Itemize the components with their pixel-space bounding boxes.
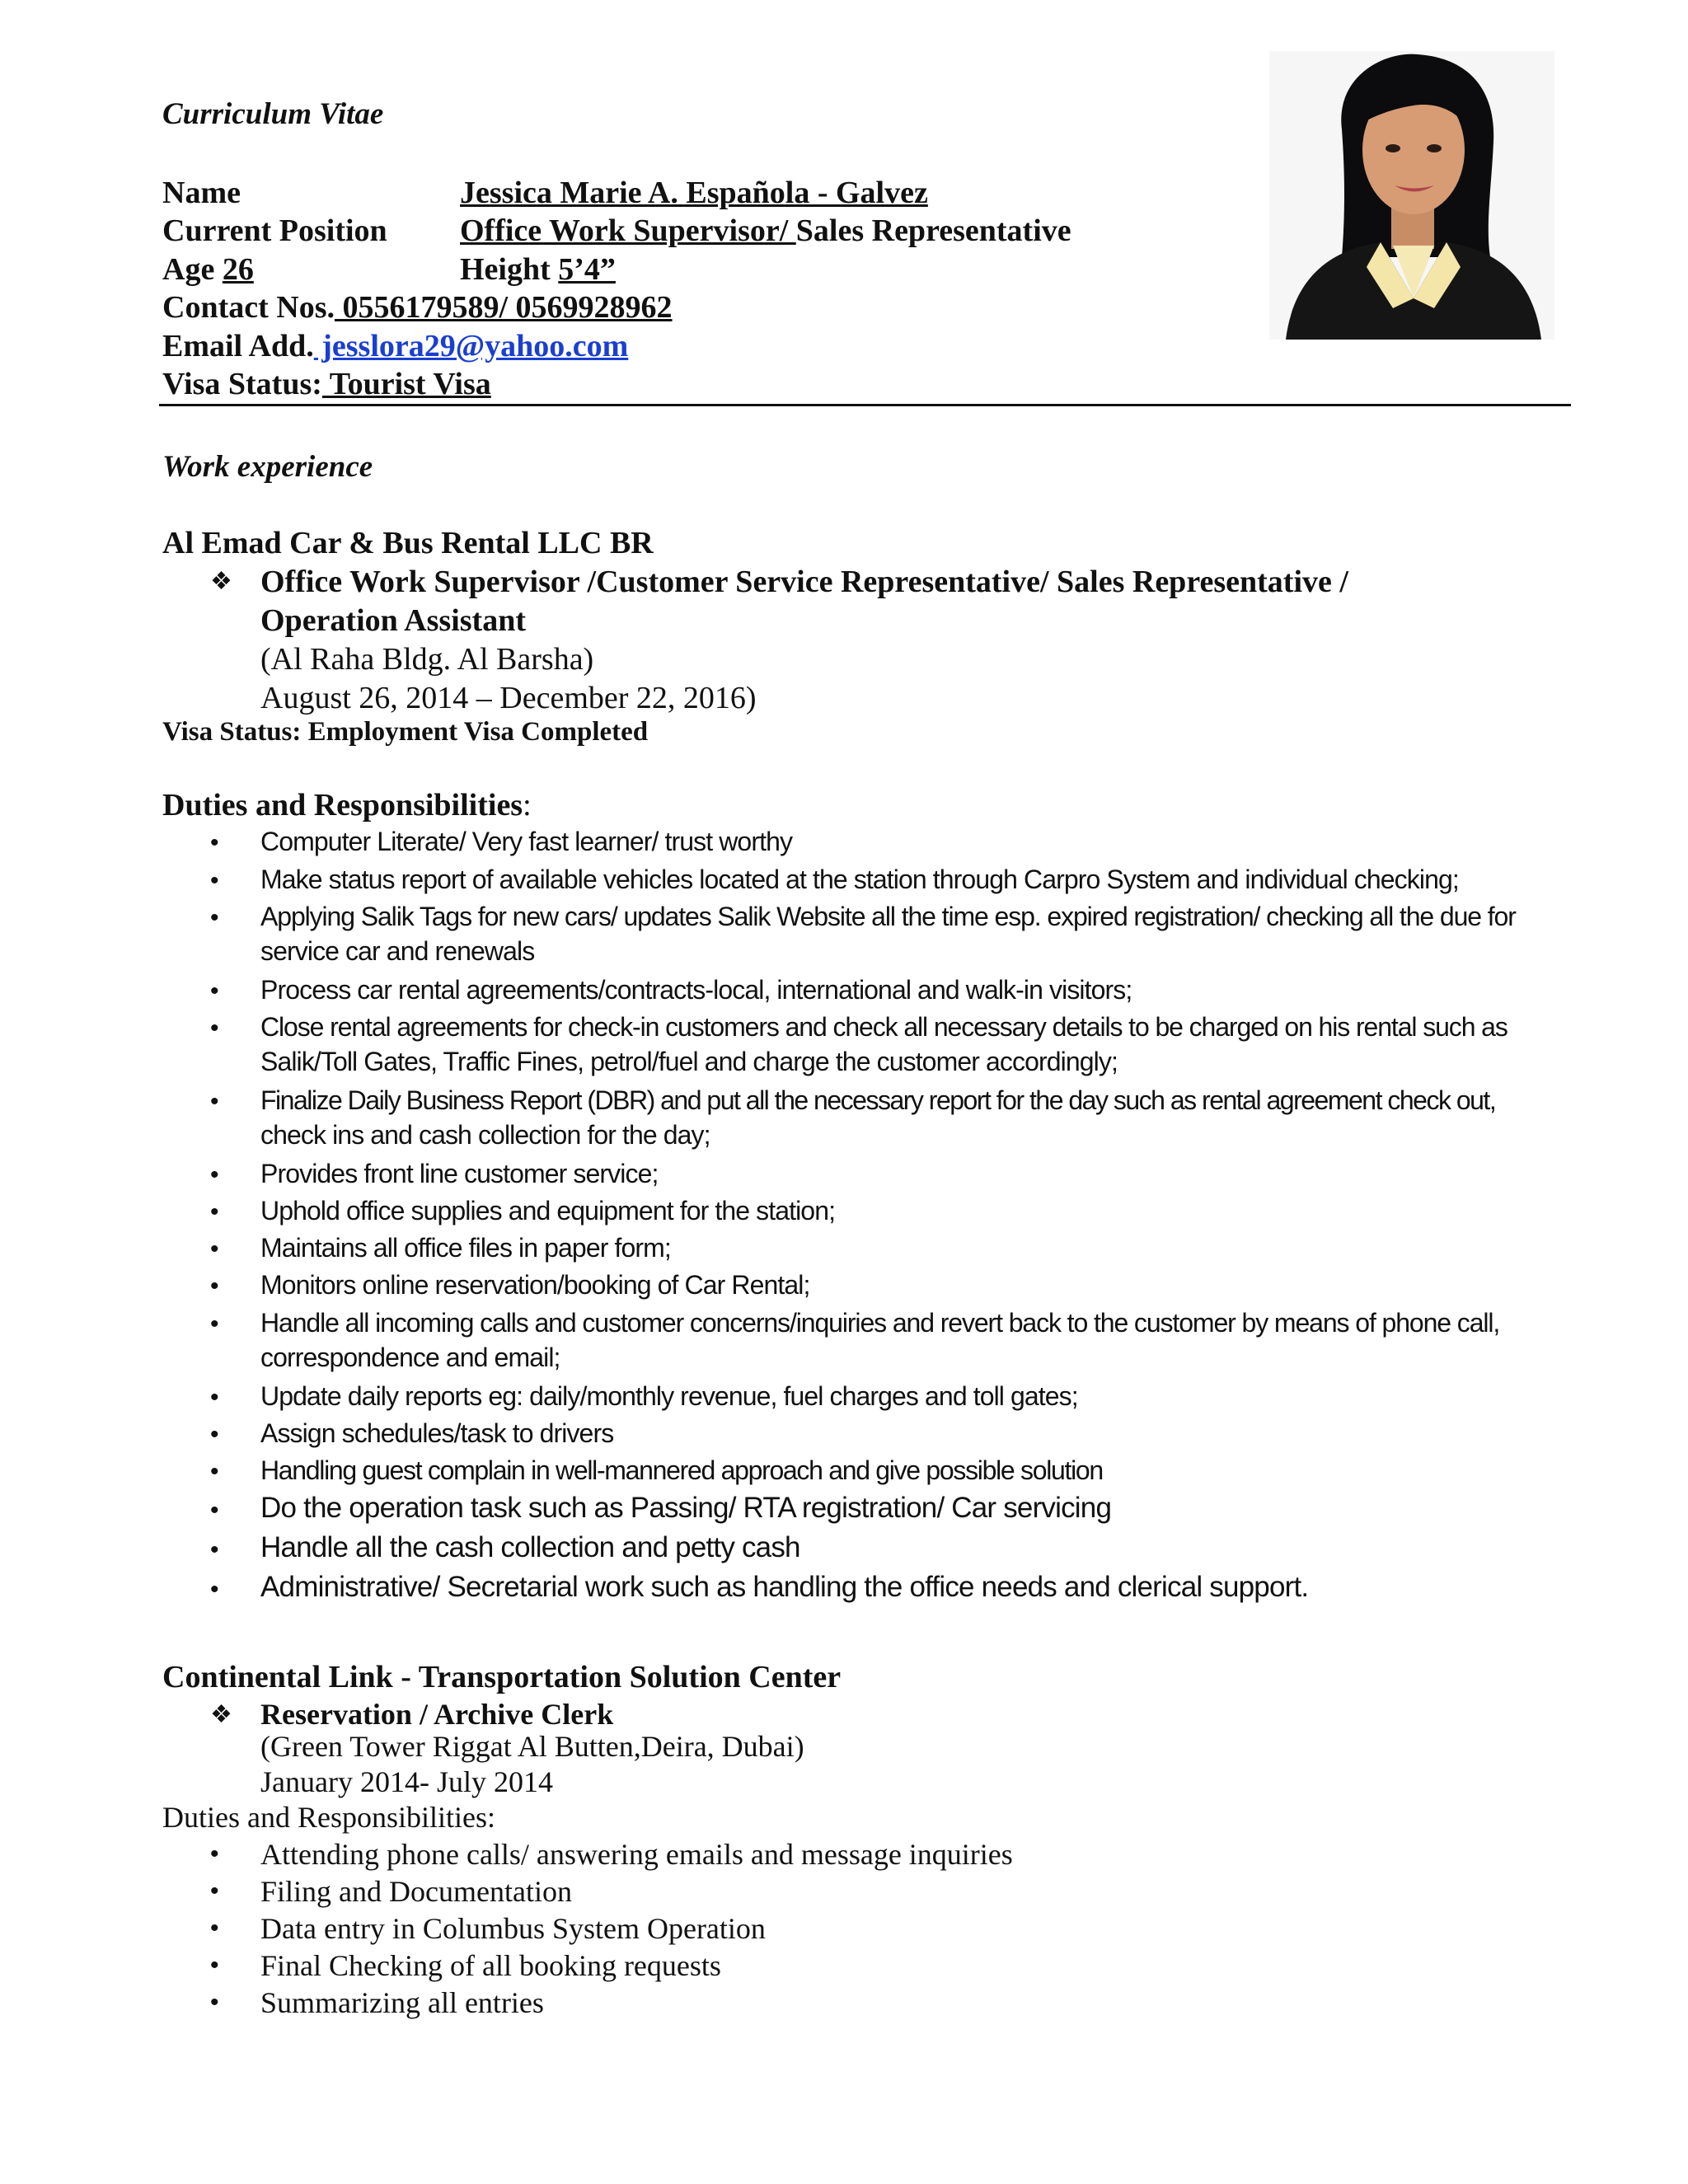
job1-dates: August 26, 2014 – December 22, 2016) — [260, 681, 757, 715]
list-item: Assign schedules/task to drivers — [260, 1418, 614, 1448]
list-item: Data entry in Columbus System Operation — [260, 1912, 766, 1945]
email-link[interactable]: jesslora29@yahoo.com — [313, 329, 629, 363]
job2-duties-title: Duties and Responsibilities: — [162, 1801, 495, 1834]
bullet-icon: • — [210, 1458, 219, 1485]
diamond-bullet-icon: ❖ — [210, 1701, 232, 1728]
position-value — [460, 213, 1071, 249]
list-item: Final Checking of all booking requests — [260, 1949, 721, 1982]
height-row — [460, 251, 616, 288]
job2-role: Reservation / Archive Clerk — [260, 1698, 614, 1731]
email-row — [162, 328, 628, 364]
bullet-icon: • — [210, 1235, 219, 1263]
list-item-continuation: correspondence and email; — [260, 1343, 560, 1372]
contact-label: Contact Nos. — [162, 290, 335, 325]
list-item: Computer Literate/ Very fast learner/ trust worthy — [260, 827, 793, 856]
visa-row — [162, 366, 491, 402]
work-experience-heading: Work experience — [162, 450, 373, 484]
job2-company: Continental Link - Transportation Solution Center — [162, 1660, 842, 1694]
job1-duties-heading — [162, 787, 532, 823]
list-item: Update daily reports eg: daily/monthly revenue, fuel charges and toll gates; — [260, 1381, 1078, 1411]
bullet-icon: • — [210, 1015, 219, 1042]
bullet-icon: • — [210, 977, 219, 1005]
job1-company: Al Emad Car & Bus Rental LLC BR — [162, 526, 654, 560]
position-label: Current Position — [162, 213, 387, 248]
list-item: Applying Salik Tags for new cars/ updates Salik Website all the time esp. expired registration/ checking all the due for — [260, 902, 1516, 931]
position-value-rest: Sales Representative — [795, 213, 1071, 248]
list-item-continuation: check ins and cash collection for the day; — [260, 1120, 710, 1150]
list-item: Handling guest complain in well-mannered approach and give possible solution — [260, 1455, 1103, 1485]
bullet-icon: • — [210, 1536, 219, 1563]
bullet-icon: • — [210, 867, 219, 894]
contact-value: 0556179589/ 0569928962 — [334, 290, 673, 325]
job1-duties-colon: : — [523, 788, 532, 823]
list-item: Make status report of available vehicles located at the station through Carpro System and individual checking; — [260, 865, 1459, 894]
portrait-image — [1269, 51, 1554, 340]
list-item: Summarizing all entries — [260, 1986, 544, 2019]
profile-photo — [1269, 51, 1554, 340]
header-divider — [159, 404, 1571, 406]
job1-location: (Al Raha Bldg. Al Barsha) — [260, 642, 594, 677]
bullet-icon: • — [210, 1877, 219, 1905]
bullet-icon: • — [210, 1384, 219, 1411]
bullet-icon: • — [210, 1198, 219, 1226]
list-item: Monitors online reservation/booking of Car Rental; — [260, 1270, 810, 1300]
age-value: 26 — [222, 252, 254, 287]
contact-row — [162, 289, 673, 326]
bullet-icon: • — [210, 1421, 219, 1448]
height-label: Height — [460, 252, 559, 287]
bullet-icon: • — [210, 1840, 219, 1868]
visa-label: Visa Status: — [162, 367, 322, 401]
list-item: Handle all incoming calls and customer concerns/inquiries and revert back to the customer by means of phone call, — [260, 1308, 1500, 1338]
bullet-icon: • — [210, 1310, 219, 1338]
job1-visa-status: Visa Status: Employment Visa Completed — [162, 717, 649, 747]
job1-duties-title: Duties and Responsibilities — [162, 788, 523, 823]
bullet-icon: • — [210, 1952, 219, 1979]
list-item-continuation: service car and renewals — [260, 936, 535, 966]
list-item: Close rental agreements for check-in customers and check all necessary details to be charged on his rental such as — [260, 1012, 1507, 1042]
list-item: Maintains all office files in paper form; — [260, 1233, 671, 1263]
list-item: Provides front line customer service; — [260, 1159, 659, 1188]
bullet-icon: • — [210, 1989, 219, 2016]
age-label: Age — [162, 252, 223, 287]
position-value-underlined: Office Work Supervisor/ — [460, 213, 796, 248]
job2-dates: January 2014- July 2014 — [260, 1765, 553, 1798]
list-item: Finalize Daily Business Report (DBR) and put all the necessary report for the day such as rental agreement check out, — [260, 1085, 1496, 1115]
bullet-icon: • — [210, 1497, 219, 1524]
list-item: Administrative/ Secretarial work such as handling the office needs and clerical support. — [260, 1571, 1309, 1603]
bullet-icon: • — [210, 1161, 219, 1188]
email-label: Email Add. — [162, 329, 314, 363]
job2-location: (Green Tower Riggat Al Butten,Deira, Dubai) — [260, 1730, 804, 1763]
name-label: Name — [162, 176, 241, 210]
list-item: Process car rental agreements/contracts-local, international and walk-in visitors; — [260, 975, 1132, 1005]
list-item: Filing and Documentation — [260, 1875, 572, 1908]
list-item: Handle all the cash collection and petty cash — [260, 1531, 800, 1563]
list-item: Uphold office supplies and equipment for the station; — [260, 1196, 836, 1226]
job1-role-line1: Office Work Supervisor /Customer Service Representative/ Sales Representative / — [260, 565, 1348, 599]
name-value: Jessica Marie A. Española - Galvez — [460, 176, 928, 210]
job1-role-line2: Operation Assistant — [260, 603, 526, 638]
age-row — [162, 251, 254, 288]
bullet-icon: • — [210, 1088, 219, 1115]
list-item-continuation: Salik/Toll Gates, Traffic Fines, petrol/fuel and charge the customer accordingly; — [260, 1047, 1118, 1076]
visa-value: Tourist Visa — [321, 367, 491, 401]
bullet-icon: • — [210, 1272, 219, 1300]
document-title: Curriculum Vitae — [162, 97, 384, 131]
list-item: Do the operation task such as Passing/ RTA registration/ Car servicing — [260, 1492, 1112, 1524]
bullet-icon: • — [210, 1576, 219, 1603]
bullet-icon: • — [210, 829, 219, 856]
bullet-icon: • — [210, 1915, 219, 1942]
bullet-icon: • — [210, 904, 219, 931]
diamond-bullet-icon: ❖ — [210, 568, 232, 595]
height-value: 5’4” — [558, 252, 616, 287]
list-item: Attending phone calls/ answering emails and message inquiries — [260, 1838, 1013, 1871]
